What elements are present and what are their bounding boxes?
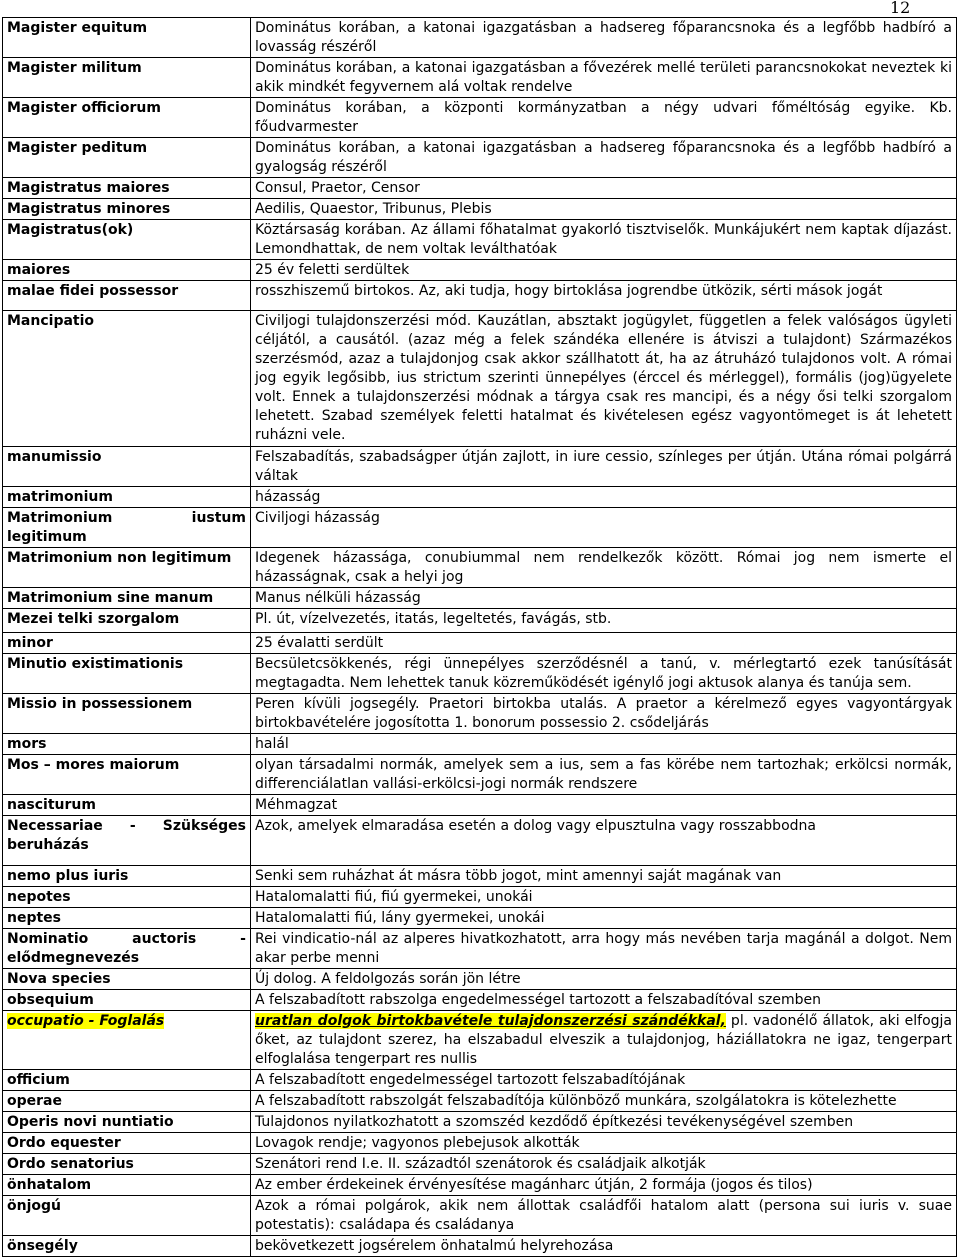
table-row (3, 654, 957, 694)
definition-cell: Szenátori rend I.e. II. századtól szenátorok és családjaik alkotják (251, 1154, 957, 1175)
definition-cell: Manus nélküli házasság (251, 588, 957, 609)
definition-cell: Aedilis, Quaestor, Tribunus, Plebis (251, 199, 957, 220)
term-cell: Minutio existimationis (3, 654, 251, 694)
definition-cell: Új dolog. A feldolgozás során jön létre (251, 969, 957, 990)
table-row (3, 58, 957, 98)
term-cell: minor (3, 633, 251, 654)
definition-cell: Hatalomalatti fiú, lány gyermekei, unokái (251, 908, 957, 929)
highlighted-term: occupatio - Foglalás (7, 1013, 165, 1029)
table-row (3, 1154, 957, 1175)
definition-cell: Dominátus korában, a katonai igazgatásban a hadsereg főparancsnoka és a legfőbb hadbíró a gyalogság részéről (251, 138, 957, 178)
definition-cell: Dominátus korában, a katonai igazgatásban a fővezérek mellé területi parancsnokokat neveztek ki akik mindkét fegyvernem alá voltak rendelve (251, 58, 957, 98)
term-cell: Magister peditum (3, 138, 251, 178)
definition-cell: Rei vindicatio-nál az alperes hivatkozhatott, arra hogy más nevében tarja magánál a dolgot. Nem akar perbe menni (251, 929, 957, 969)
term-cell: Nominatio auctoris - elődmegnevezés (3, 929, 251, 969)
term-cell: Mancipatio (3, 311, 251, 447)
definition-cell: Civiljogi házasság (251, 508, 957, 548)
table-row (3, 18, 957, 58)
definition-cell: Azok, amelyek elmaradása esetén a dolog vagy elpusztulna vagy rosszabbodna (251, 816, 957, 866)
term-cell: matrimonium (3, 487, 251, 508)
definition-cell: Dominátus korában, a központi kormányzatban a négy udvari főméltóság egyike. Kb. főudvarmester (251, 98, 957, 138)
term-cell: Mos – mores maiorum (3, 755, 251, 795)
definition-cell: A felszabadított rabszolga engedelmességel tartozott a felszabadítóval szemben (251, 990, 957, 1011)
table-row (3, 1175, 957, 1196)
table-row (3, 969, 957, 990)
table-row (3, 1236, 957, 1257)
table-row (3, 866, 957, 887)
definition-cell: Pl. út, vízelvezetés, itatás, legeltetés, favágás, stb. (251, 609, 957, 633)
table-row (3, 1133, 957, 1154)
table-row (3, 633, 957, 654)
table-row (3, 1070, 957, 1091)
table-row (3, 694, 957, 734)
term-cell: malae fidei possessor (3, 281, 251, 311)
table-row (3, 1011, 957, 1070)
definition-cell: rosszhiszemű birtokos. Az, aki tudja, hogy birtoklása jogrendbe ütközik, sérti mások jogát (251, 281, 957, 311)
term-cell: neptes (3, 908, 251, 929)
term-cell: mors (3, 734, 251, 755)
definition-cell: Tulajdonos nyilatkozhatott a szomszéd kezdődő építkezési tevékenységével szemben (251, 1112, 957, 1133)
definition-cell: Azok a római polgárok, akik nem állottak családfői hatalom alatt (persona sui iuris v. suae potestatis): családapa és családanya (251, 1196, 957, 1236)
table-row (3, 138, 957, 178)
definition-cell: Az ember érdekeinek érvényesítése magánharc útján, 2 formája (jogos és tilos) (251, 1175, 957, 1196)
table-row (3, 311, 957, 447)
term-cell: officium (3, 1070, 251, 1091)
term-cell: Ordo senatorius (3, 1154, 251, 1175)
definition-cell: házasság (251, 487, 957, 508)
term-cell: nepotes (3, 887, 251, 908)
definition-cell: 25 év feletti serdültek (251, 260, 957, 281)
definition-cell: Idegenek házassága, conubiummal nem rendelkezők között. Római jog nem ismerte el házasságnak, csak a helyi jog (251, 548, 957, 588)
definition-cell: Consul, Praetor, Censor (251, 178, 957, 199)
page-number: 12 (890, 0, 911, 17)
table-row (3, 281, 957, 311)
term-cell: Mezei telki szorgalom (3, 609, 251, 633)
term-cell: Ordo equester (3, 1133, 251, 1154)
term-cell: obsequium (3, 990, 251, 1011)
table-row (3, 609, 957, 633)
term-cell: Necessariae - Szükséges beruházás (3, 816, 251, 866)
term-cell: nasciturum (3, 795, 251, 816)
term-cell: Matrimonium iustum legitimum (3, 508, 251, 548)
definition-cell (251, 1011, 957, 1070)
table-row (3, 178, 957, 199)
term-cell: Magister equitum (3, 18, 251, 58)
definition-cell: A felszabadított engedelmességel tartozott felszabadítójának (251, 1070, 957, 1091)
table-row (3, 929, 957, 969)
definition-cell: halál (251, 734, 957, 755)
table-row (3, 734, 957, 755)
definition-text: pl. vadonélő állatok, aki elfogja őket, az tulajdont szerez, ha elszabadul elveszik a tulajdonjog, háziállatokra ne igaz, tengerpart elfoglalása tengerpart res nullis (255, 1013, 953, 1067)
definition-cell: Felszabadítás, szabadságper útján zajlott, in iure cessio, színleges per útján. Utána római polgárrá váltak (251, 447, 957, 487)
table-row (3, 220, 957, 260)
table-row (3, 795, 957, 816)
table-row (3, 98, 957, 138)
definition-cell: A felszabadított rabszolgát felszabadítója különböző munkára, szolgálatokra is kötelezhette (251, 1091, 957, 1112)
term-cell: Magistratus maiores (3, 178, 251, 199)
term-cell: önjogú (3, 1196, 251, 1236)
definition-cell: Peren kívüli jogsegély. Praetori birtokba utalás. A praetor a kérelmező egyes vagyontárgyak birtokbavételére jogosította 1. bonorum possessio 2. csődeljárás (251, 694, 957, 734)
definition-cell: Becsületcsökkenés, régi ünnepélyes szerződésnél a tanú, v. mérlegtartó ezek tanúsítását megtagadta. Nem lehettek tanuk közreműködését igénylő jogi aktusok alanya és tanúja sem. (251, 654, 957, 694)
highlighted-definition: uratlan dolgok birtokbavétele tulajdonszerzési szándékkal, (255, 1013, 726, 1029)
table-row (3, 260, 957, 281)
table-row (3, 1112, 957, 1133)
term-cell: Matrimonium non legitimum (3, 548, 251, 588)
term-cell: manumissio (3, 447, 251, 487)
term-cell: Nova species (3, 969, 251, 990)
term-cell: Missio in possessionem (3, 694, 251, 734)
table-row (3, 887, 957, 908)
table-row (3, 548, 957, 588)
table-row (3, 816, 957, 866)
definition-cell: Méhmagzat (251, 795, 957, 816)
term-cell: Matrimonium sine manum (3, 588, 251, 609)
definition-cell: olyan társadalmi normák, amelyek sem a ius, sem a fas körébe nem tartozhak; erkölcsi normák, differenciálatlan vallási-erkölcsi-jogi normák rendszere (251, 755, 957, 795)
term-cell: Magistratus(ok) (3, 220, 251, 260)
table-row (3, 1091, 957, 1112)
term-cell: operae (3, 1091, 251, 1112)
table-row (3, 447, 957, 487)
definition-cell: Hatalomalatti fiú, fiú gyermekei, unokái (251, 887, 957, 908)
term-cell: Operis novi nuntiatio (3, 1112, 251, 1133)
table-row (3, 1196, 957, 1236)
table-row (3, 199, 957, 220)
term-cell (3, 1011, 251, 1070)
glossary-table (2, 17, 957, 1257)
definition-cell: Civiljogi tulajdonszerzési mód. Kauzátlan, absztakt jogügylet, független a felek valóságos ügyleti céljától, a causától. (azaz még a felek szándéka ellenére is átviszi a tulajdont) Származékos szerzésmód, azaz a tulajdonjog csak akkor szállhatott át, ha az átruházó tulajdonos volt. A római jog egyik legősibb, ius strictum szerinti ünnepélyes (érccel és mérleggel), formális (jog)ügyelete volt. Ennek a tulajdonszerzési módnak a tárgya csak res mancipi, és a négy ősi telki szorgalom lehetett. Szabad személyek feletti hatalmat és kivételesen egész vagyontömeget is át lehetett ruházni vele. (251, 311, 957, 447)
table-row (3, 487, 957, 508)
definition-cell: Dominátus korában, a katonai igazgatásban a hadsereg főparancsnoka és a legfőbb hadbíró a lovasság részéről (251, 18, 957, 58)
table-row (3, 508, 957, 548)
term-cell: Magister militum (3, 58, 251, 98)
term-cell: Magistratus minores (3, 199, 251, 220)
term-cell: Magister officiorum (3, 98, 251, 138)
definition-cell: bekövetkezett jogsérelem önhatalmú helyrehozása (251, 1236, 957, 1257)
table-row (3, 990, 957, 1011)
table-row (3, 908, 957, 929)
definition-cell: 25 évalatti serdült (251, 633, 957, 654)
definition-cell: Lovagok rendje; vagyonos plebejusok alkották (251, 1133, 957, 1154)
term-cell: nemo plus iuris (3, 866, 251, 887)
definition-cell: Köztársaság korában. Az állami főhatalmat gyakorló tisztviselők. Munkájukért nem kaptak díjazást. Lemondhattak, de nem voltak leválthatóak (251, 220, 957, 260)
definition-cell: Senki sem ruházhat át másra több jogot, mint amennyi saját magának van (251, 866, 957, 887)
table-row (3, 588, 957, 609)
table-row (3, 755, 957, 795)
term-cell: maiores (3, 260, 251, 281)
term-cell: önhatalom (3, 1175, 251, 1196)
term-cell: önsegély (3, 1236, 251, 1257)
